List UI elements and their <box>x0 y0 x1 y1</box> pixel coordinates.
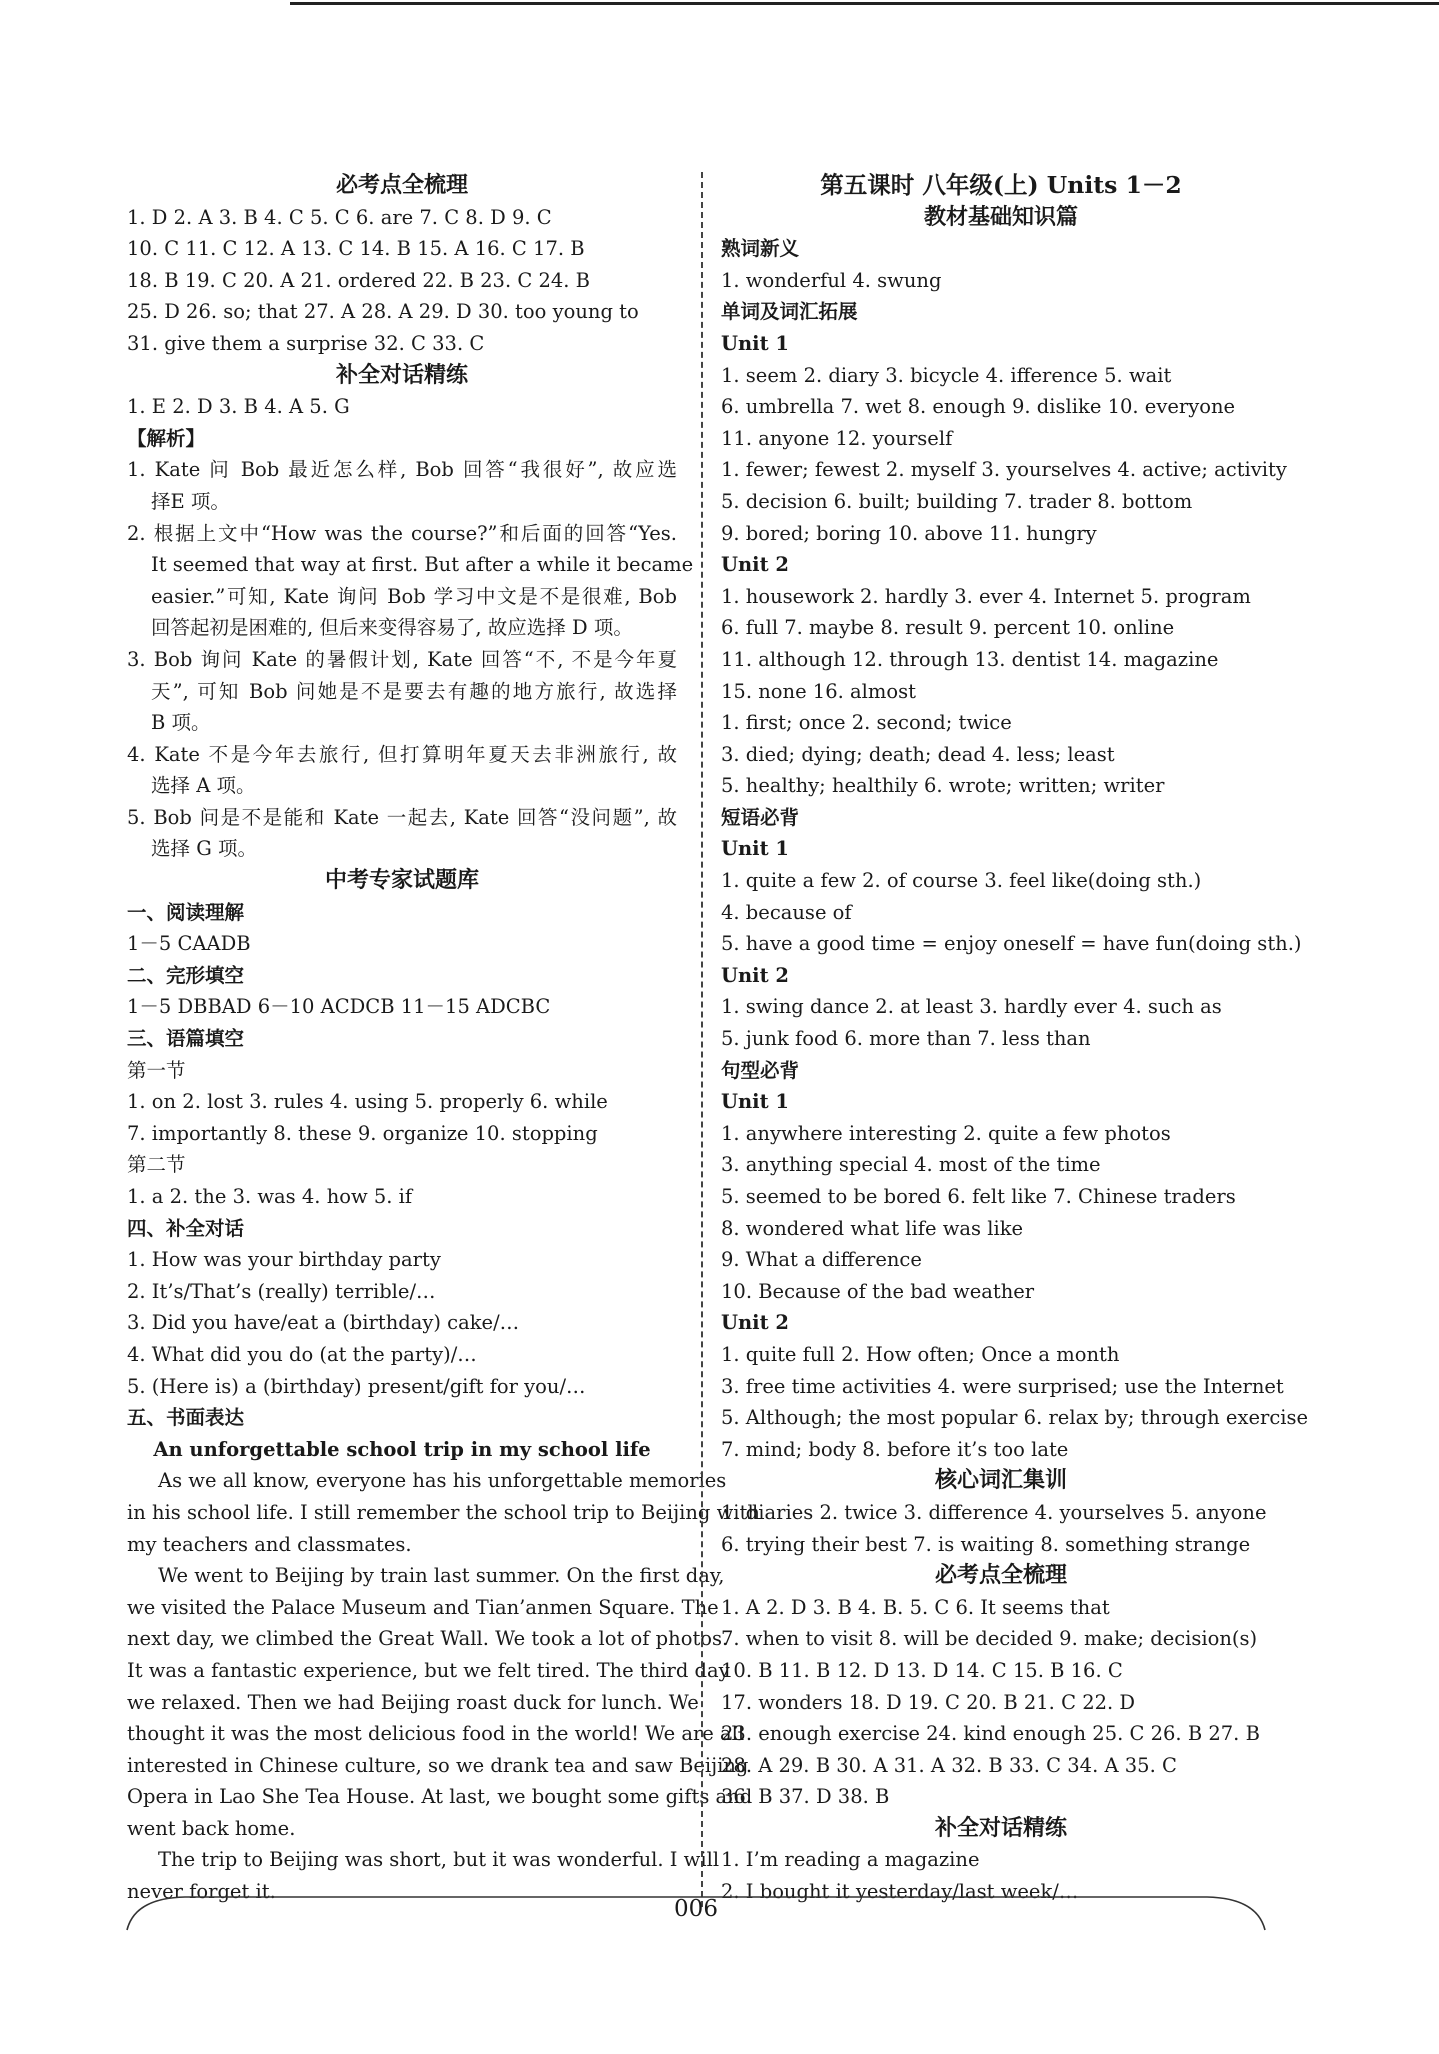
analysis-line: easier.”可知, Kate 询问 Bob 学习中文是不是很难, Bob <box>151 584 677 608</box>
answer-line: 11. although 12. through 13. dentist 14. magazine <box>721 647 1219 671</box>
part-title: 三、语篇填空 <box>127 1027 245 1051</box>
answer-line: 7. mind; body 8. before it’s too late <box>721 1437 1069 1461</box>
section-title: 必考点全梳理 <box>335 172 468 198</box>
answer-line: 1. seem 2. diary 3. bicycle 4. ifference 5. wait <box>721 363 1172 387</box>
answer-line: 10. C 11. C 12. A 13. C 14. B 15. A 16. C 17. B <box>127 237 585 261</box>
essay-line: never forget it. <box>127 1880 276 1904</box>
part-title: 二、完形填空 <box>127 963 245 987</box>
answer-line: 1. housework 2. hardly 3. ever 4. Internet 5. program <box>721 584 1251 608</box>
answer-line: 31. give them a surprise 32. C 33. C <box>127 331 485 355</box>
answer-line: 28. A 29. B 30. A 31. A 32. B 33. C 34. A 35. C <box>721 1753 1177 1777</box>
subsection-label: 第二节 <box>127 1153 186 1177</box>
lesson-title: 第五课时 八年级(上) Units 1－2 <box>820 171 1182 199</box>
analysis-line: 3. Bob 询问 Kate 的暑假计划, Kate 回答“不, 不是今年夏 <box>127 647 677 671</box>
answer-line: 10. B 11. B 12. D 13. D 14. C 15. B 16. C <box>721 1658 1123 1682</box>
answer-line: 23. enough exercise 24. kind enough 25. C 26. B 27. B <box>721 1722 1260 1746</box>
analysis-line: 5. Bob 问是不是能和 Kate 一起去, Kate 回答“没问题”, 故 <box>127 805 677 829</box>
answer-line: 6. full 7. maybe 8. result 9. percent 10. online <box>721 616 1175 640</box>
answer-line: 1. I’m reading a magazine <box>721 1848 980 1872</box>
analysis-label: 【解析】 <box>127 426 206 450</box>
answer-line: 2. I bought it yesterday/last week/… <box>721 1880 1079 1904</box>
essay-line: we visited the Palace Museum and Tian’anmen Square. The <box>127 1595 719 1619</box>
top-rule <box>290 2 1439 5</box>
essay-line: We went to Beijing by train last summer. On the first day, <box>158 1564 725 1588</box>
answer-line: 1. quite full 2. How often; Once a month <box>721 1342 1120 1366</box>
analysis-line: 2. 根据上文中“How was the course?”和后面的回答“Yes. <box>127 521 677 545</box>
answer-line: 9. What a difference <box>721 1248 922 1272</box>
answer-line: 1－5 CAADB <box>127 932 251 956</box>
unit-label: Unit 2 <box>721 963 789 987</box>
answer-line: 6. umbrella 7. wet 8. enough 9. dislike 10. everyone <box>721 395 1236 419</box>
part-title: 一、阅读理解 <box>127 900 245 924</box>
answer-line: 5. seemed to be bored 6. felt like 7. Chinese traders <box>721 1185 1236 1208</box>
page-number: 006 <box>674 1896 718 1922</box>
section-title: 补全对话精练 <box>335 361 468 388</box>
analysis-line: 选择 A 项。 <box>151 774 256 798</box>
analysis-line: 择E 项。 <box>151 489 230 513</box>
answer-line: 1. E 2. D 3. B 4. A 5. G <box>127 395 350 419</box>
answer-line: 17. wonders 18. D 19. C 20. B 21. C 22. D <box>721 1690 1136 1714</box>
part-title: 单词及词汇拓展 <box>721 300 858 324</box>
essay-line: in his school life. I still remember the school trip to Beijing with <box>127 1500 760 1524</box>
section-title: 教材基础知识篇 <box>923 203 1078 230</box>
essay-line: went back home. <box>127 1816 296 1840</box>
part-title: 句型必背 <box>721 1058 800 1082</box>
analysis-line: It seemed that way at first. But after a while it became <box>151 553 694 577</box>
answer-line: 11. anyone 12. yourself <box>721 426 953 450</box>
answer-line: 1. anywhere interesting 2. quite a few photos <box>721 1121 1171 1145</box>
page-footer <box>125 1892 1267 1932</box>
essay-line: interested in Chinese culture, so we drank tea and saw Beijing <box>127 1753 749 1777</box>
essay-line: The trip to Beijing was short, but it was wonderful. I will <box>158 1848 720 1872</box>
unit-label: Unit 1 <box>721 331 789 355</box>
unit-label: Unit 2 <box>721 553 789 577</box>
answer-line: 4. What did you do (at the party)/… <box>127 1342 477 1366</box>
analysis-line: 选择 G 项。 <box>151 837 257 861</box>
answer-line: 3. free time activities 4. were surprised; use the Internet <box>721 1374 1284 1398</box>
essay-title: An unforgettable school trip in my school life <box>153 1437 651 1461</box>
answer-line: 1. swing dance 2. at least 3. hardly ever 4. such as <box>721 995 1222 1019</box>
section-title: 中考专家试题库 <box>324 867 479 894</box>
analysis-line: 4. Kate 不是今年去旅行, 但打算明年夏天去非洲旅行, 故 <box>127 742 677 766</box>
answer-line: 5. (Here is) a (birthday) present/gift for you/… <box>127 1374 586 1398</box>
section-title: 核心词汇集训 <box>934 1467 1067 1494</box>
answer-line: 5. healthy; healthily 6. wrote; written; writer <box>721 774 1165 798</box>
section-title: 补全对话精练 <box>934 1814 1067 1841</box>
answer-line: 7. importantly 8. these 9. organize 10. stopping <box>127 1121 598 1145</box>
part-title: 短语必背 <box>721 805 800 829</box>
answer-line: 5. have a good time = enjoy oneself = have fun(doing sth.) <box>721 932 1302 956</box>
essay-line: thought it was the most delicious food in the world! We are all <box>127 1722 745 1746</box>
analysis-line: 回答起初是困难的, 但后来变得容易了, 故应选择 D 项。 <box>151 616 633 640</box>
column-divider <box>701 172 703 1907</box>
essay-line: my teachers and classmates. <box>127 1532 412 1556</box>
answer-line: 36. B 37. D 38. B <box>721 1785 890 1809</box>
part-title: 五、书面表达 <box>127 1406 245 1430</box>
answer-line: 1. D 2. A 3. B 4. C 5. C 6. are 7. C 8. D 9. C <box>127 205 552 229</box>
section-title: 必考点全梳理 <box>934 1562 1067 1589</box>
unit-label: Unit 2 <box>721 1311 789 1335</box>
answer-line: 1. How was your birthday party <box>127 1248 441 1272</box>
answer-line: 1. diaries 2. twice 3. difference 4. yourselves 5. anyone <box>721 1500 1267 1524</box>
answer-line: 2. It’s/That’s (really) terrible/… <box>127 1279 436 1303</box>
answer-line: 1. first; once 2. second; twice <box>721 711 1012 735</box>
answer-line: 25. D 26. so; that 27. A 28. A 29. D 30. too young to <box>127 300 639 324</box>
answer-line: 1. a 2. the 3. was 4. how 5. if <box>127 1185 413 1208</box>
answer-line: 5. junk food 6. more than 7. less than <box>721 1027 1091 1051</box>
answer-line: 1. A 2. D 3. B 4. B. 5. C 6. It seems that <box>721 1595 1110 1619</box>
answer-line: 18. B 19. C 20. A 21. ordered 22. B 23. C 24. B <box>127 268 591 292</box>
essay-line: It was a fantastic experience, but we felt tired. The third day <box>127 1658 730 1682</box>
answer-line: 4. because of <box>721 900 852 924</box>
answer-line: 1－5 DBBAD 6－10 ACDCB 11－15 ADCBC <box>127 995 551 1019</box>
unit-label: Unit 1 <box>721 1090 789 1114</box>
answer-line: 9. bored; boring 10. above 11. hungry <box>721 521 1097 545</box>
answer-line: 1. fewer; fewest 2. myself 3. yourselves 4. active; activity <box>721 458 1287 482</box>
essay-line: Opera in Lao She Tea House. At last, we bought some gifts and <box>127 1785 753 1809</box>
answer-line: 1. on 2. lost 3. rules 4. using 5. properly 6. while <box>127 1090 608 1114</box>
answer-line: 3. Did you have/eat a (birthday) cake/… <box>127 1311 520 1335</box>
answer-line: 15. none 16. almost <box>721 679 916 703</box>
part-title: 四、补全对话 <box>127 1216 245 1240</box>
essay-line: As we all know, everyone has his unforgettable memories <box>158 1469 727 1493</box>
answer-line: 3. anything special 4. most of the time <box>721 1153 1101 1177</box>
answer-line: 3. died; dying; death; dead 4. less; least <box>721 742 1115 766</box>
right-column <box>721 170 1309 1908</box>
answer-line: 5. decision 6. built; building 7. trader 8. bottom <box>721 489 1193 513</box>
answer-line: 10. Because of the bad weather <box>721 1279 1035 1303</box>
essay-line: we relaxed. Then we had Beijing roast duck for lunch. We <box>127 1690 699 1714</box>
analysis-line: 天”, 可知 Bob 问她是不是要去有趣的地方旅行, 故选择 <box>151 679 677 703</box>
analysis-line: B 项。 <box>151 711 211 735</box>
answer-line: 6. trying their best 7. is waiting 8. something strange <box>721 1532 1251 1556</box>
essay-line: next day, we climbed the Great Wall. We took a lot of photos. <box>127 1627 729 1651</box>
analysis-line: 1. Kate 问 Bob 最近怎么样, Bob 回答“我很好”, 故应选 <box>127 458 677 482</box>
answer-line: 8. wondered what life was like <box>721 1216 1024 1240</box>
part-title: 熟词新义 <box>721 237 800 261</box>
subsection-label: 第一节 <box>127 1058 186 1082</box>
unit-label: Unit 1 <box>721 837 789 861</box>
answer-line: 7. when to visit 8. will be decided 9. make; decision(s) <box>721 1627 1258 1651</box>
answer-line: 1. wonderful 4. swung <box>721 268 942 292</box>
answer-line: 1. quite a few 2. of course 3. feel like(doing sth.) <box>721 869 1202 893</box>
answer-line: 5. Although; the most popular 6. relax by; through exercise <box>721 1406 1309 1430</box>
